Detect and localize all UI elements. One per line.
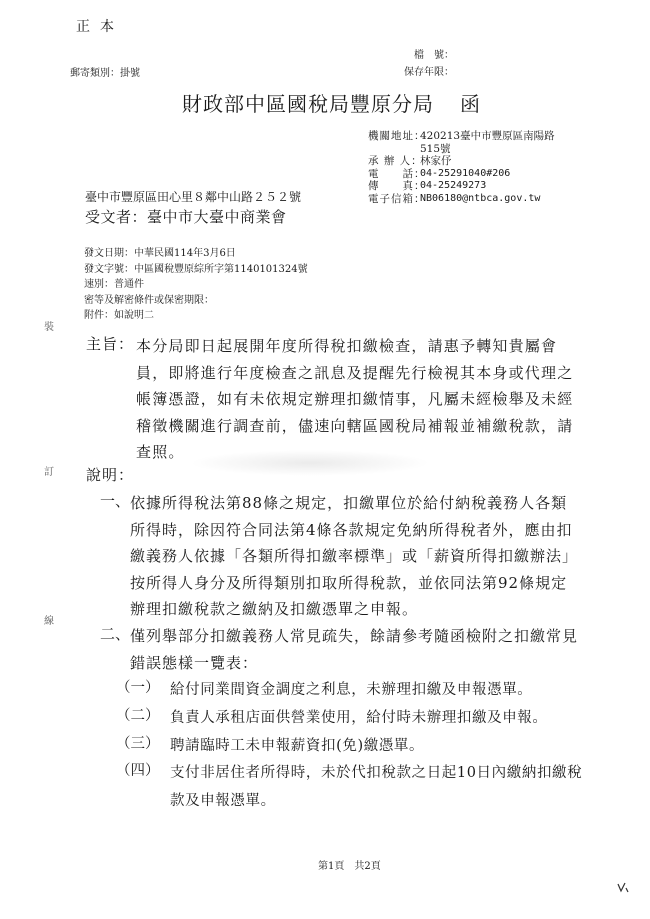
recipient-name: 臺中市大臺中商業會 <box>147 208 287 226</box>
item-number: 一、 <box>100 492 131 510</box>
item-number: 二、 <box>100 625 131 643</box>
subitem-number: （四） <box>116 763 160 779</box>
security-level: 密等及解密條件或保密期限： <box>84 294 214 306</box>
item-text: 依據所得稅法第88條之規定，扣繳單位於給付納稅義務人各類所得時，除因符合同法第4條各款規定免納所得稅者外，應由扣繳義務人依據「各類所得扣繳率標準」或「薪資所得扣繳辦法」按所得人身分及所得類別扣取所得稅款，並依同法第92條規定辦理扣繳稅款之繳納及扣繳憑單之申報。 <box>130 494 579 618</box>
handler-name: 林家伃 <box>420 155 452 167</box>
item-text: 僅列舉部分扣繳義務人常見疏失，餘請參考隨函檢附之扣繳常見錯誤態樣一覽表： <box>130 627 579 672</box>
phone-value: 04-25291040#206 <box>420 167 511 179</box>
subitem-text: 給付同業間資金調度之利息，未辦理扣繳及申報憑單。 <box>170 682 533 698</box>
document-title <box>182 88 481 117</box>
subject-label: 主旨： <box>86 335 135 353</box>
subitem-number: （二） <box>116 708 160 724</box>
agency-address: 420213臺中市豐原區南陽路 <box>420 130 555 142</box>
phone-label: 電 話： <box>368 167 426 180</box>
scan-corner-mark <box>616 880 630 897</box>
email-value: NB06180@ntbca.gov.tw <box>420 192 541 204</box>
fax-value: 04-25249273 <box>420 180 487 191</box>
recipient-label: 受文者： <box>85 208 148 226</box>
recipient <box>85 206 287 227</box>
recipient-address: 臺中市豐原區田心里８鄰中山路２５２號 <box>85 190 302 204</box>
title-suffix: 函 <box>460 92 481 116</box>
archive-no-label: 檔 號： <box>414 50 454 61</box>
binding-mark: 線 <box>44 616 54 627</box>
subitem-text: 支付非居住者所得時，未於代扣稅款之日起10日內繳納扣繳稅款及申報憑單。 <box>170 765 583 809</box>
explanation-label: 說明： <box>86 466 135 484</box>
subitem-text: 聘請臨時工未申報薪資扣(免)繳憑單。 <box>170 738 425 754</box>
handler-label: 承 辦 人： <box>368 155 423 167</box>
archive-box <box>350 46 500 80</box>
address-label: 機關地址： <box>368 130 426 142</box>
document-meta <box>84 246 308 324</box>
subitem-text: 負責人承租店面供營業使用，給付時未辦理扣繳及申報。 <box>170 710 548 726</box>
archive-period-label: 保存年限： <box>404 67 454 78</box>
scribble-icon <box>616 880 630 894</box>
binding-mark: 訂 <box>44 467 54 478</box>
binding-mark: 裝 <box>44 322 54 333</box>
contact-block <box>368 130 555 205</box>
speed-class: 速別：普通件 <box>84 279 144 290</box>
email-label: 電子信箱： <box>368 192 426 205</box>
dispatch-category: 郵寄類別：掛號 <box>70 68 140 79</box>
document-number: 發文字號：中區國稅豐原綜所字第1140101324號 <box>84 263 308 275</box>
copy-label: 正本 <box>76 19 124 35</box>
fax-label: 傳 真： <box>368 180 426 192</box>
title-agency: 財政部中區國稅局豐原分局 <box>182 92 434 116</box>
subitem-number: （一） <box>116 680 160 696</box>
issue-date: 發文日期：中華民國114年3月6日 <box>84 248 236 259</box>
agency-address-line2: 515號 <box>420 142 451 155</box>
subject-text: 本分局即日起展開年度所得稅扣繳檢查，請惠予轉知貴屬會員，即將進行年度檢查之訊息及提醒先行檢視其本身或代理之帳簿憑證，如有未依規定辦理扣繳情事，凡屬未經檢舉及未經稽徵機關進行調查前，儘速向轄區國稅局補報並補繳稅款，請查照。 <box>136 337 574 461</box>
page-number: 第1頁 共2頁 <box>318 861 381 872</box>
scan-smudge <box>190 450 430 476</box>
subitem-number: （三） <box>116 736 160 752</box>
attachment: 附件：如說明二 <box>84 310 154 321</box>
